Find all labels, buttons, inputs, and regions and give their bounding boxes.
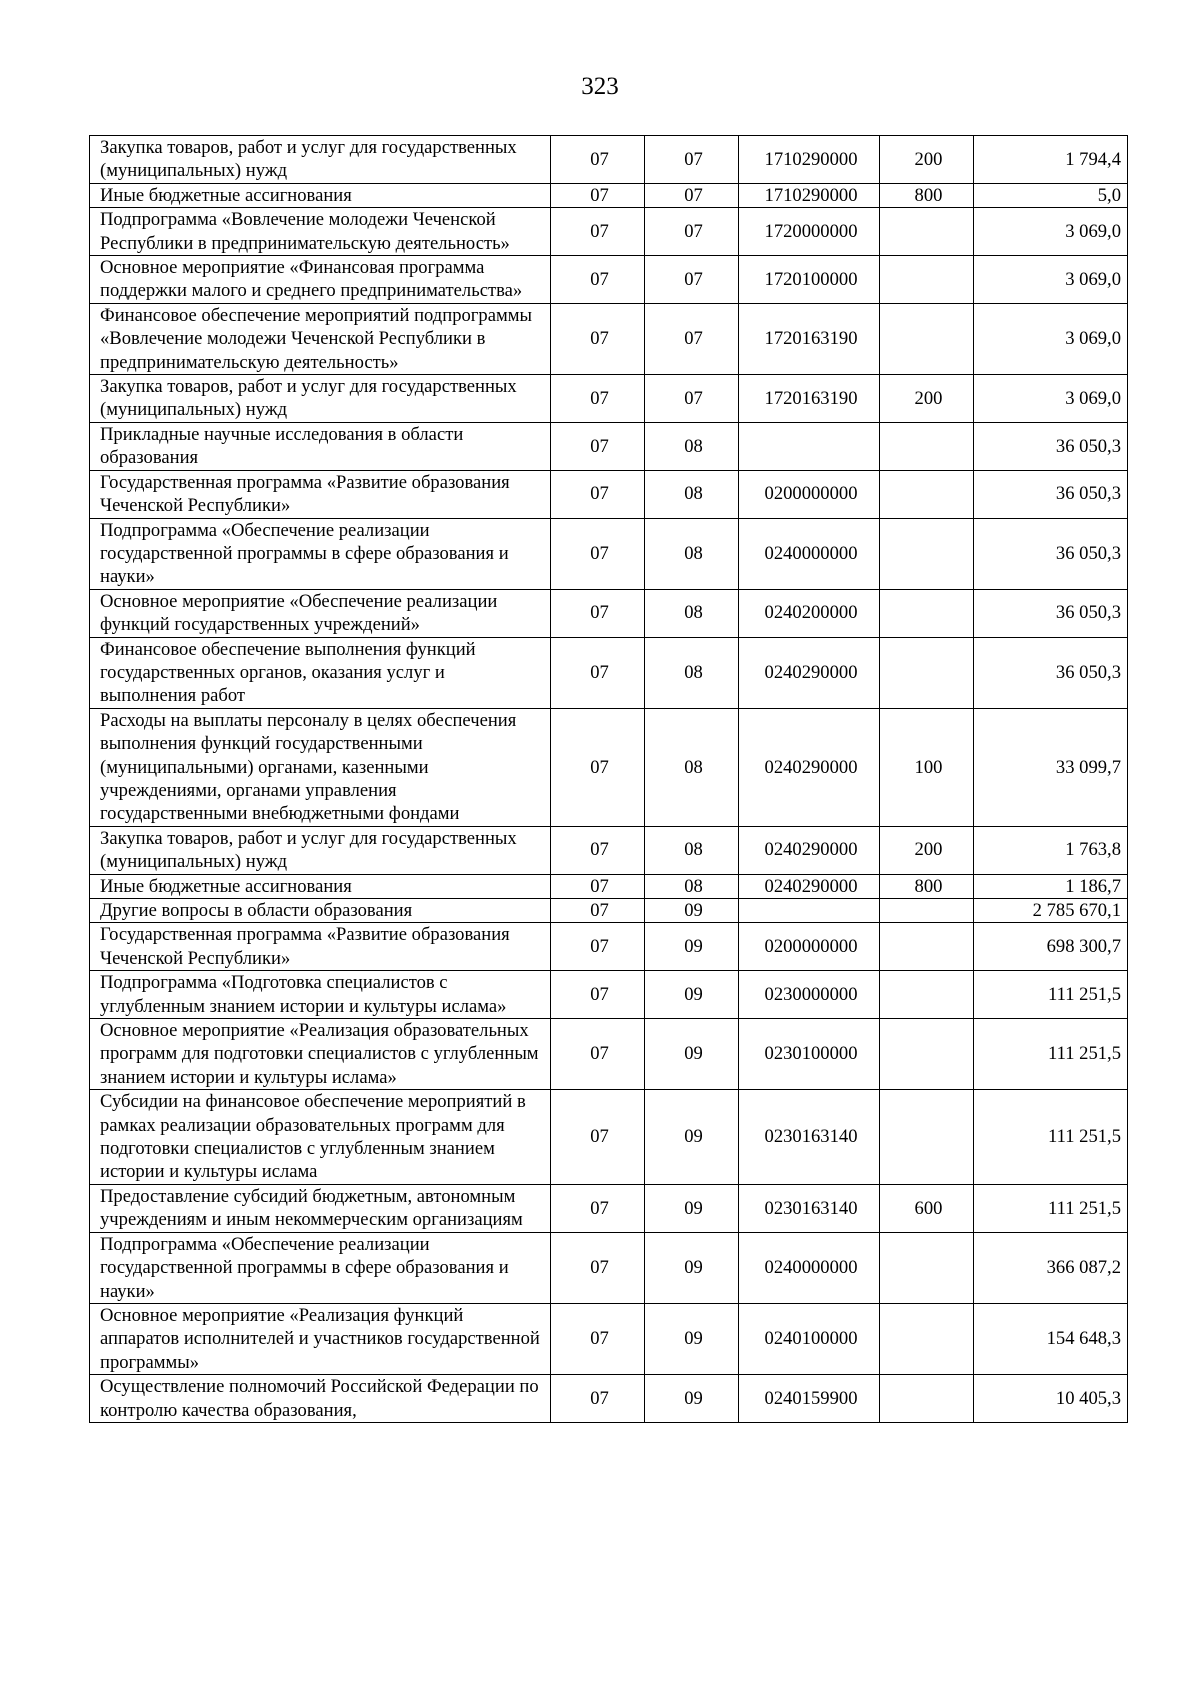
amount: 1 794,4 xyxy=(974,136,1128,184)
amount: 33 099,7 xyxy=(974,708,1128,826)
row-name: Иные бюджетные ассигнования xyxy=(90,874,551,898)
subsection-code: 08 xyxy=(645,874,739,898)
amount: 3 069,0 xyxy=(974,208,1128,256)
expense-type-code xyxy=(880,589,974,637)
table-row xyxy=(90,208,1128,256)
section-code: 07 xyxy=(551,708,645,826)
amount: 36 050,3 xyxy=(974,589,1128,637)
subsection-code: 08 xyxy=(645,518,739,589)
amount: 3 069,0 xyxy=(974,303,1128,374)
table-row xyxy=(90,899,1128,923)
expense-type-code xyxy=(880,1019,974,1090)
section-code: 07 xyxy=(551,874,645,898)
row-name: Субсидии на финансовое обеспечение мероприятий в рамках реализации образовательных программ для подготовки специалистов с углубленным знанием истории и культуры ислама xyxy=(90,1090,551,1185)
subsection-code: 09 xyxy=(645,1019,739,1090)
row-name: Основное мероприятие «Реализация функций аппаратов исполнителей и участников государственной программы» xyxy=(90,1303,551,1374)
expense-type-code: 800 xyxy=(880,874,974,898)
subsection-code: 09 xyxy=(645,1303,739,1374)
subsection-code: 09 xyxy=(645,899,739,923)
expense-type-code xyxy=(880,470,974,518)
expense-type-code xyxy=(880,1090,974,1185)
row-name: Государственная программа «Развитие образования Чеченской Республики» xyxy=(90,470,551,518)
row-name: Основное мероприятие «Обеспечение реализации функций государственных учреждений» xyxy=(90,589,551,637)
target-item-code: 0240290000 xyxy=(739,708,880,826)
table-row xyxy=(90,826,1128,874)
expense-type-code: 200 xyxy=(880,375,974,423)
row-name: Подпрограмма «Вовлечение молодежи Чеченской Республики в предпринимательскую деятельность» xyxy=(90,208,551,256)
target-item-code xyxy=(739,422,880,470)
row-name: Основное мероприятие «Реализация образовательных программ для подготовки специалистов с углубленным знанием истории и культуры ислама» xyxy=(90,1019,551,1090)
expense-type-code xyxy=(880,899,974,923)
row-name: Осуществление полномочий Российской Федерации по контролю качества образования, xyxy=(90,1375,551,1423)
table-row xyxy=(90,708,1128,826)
section-code: 07 xyxy=(551,899,645,923)
target-item-code: 1720163190 xyxy=(739,375,880,423)
expense-type-code: 600 xyxy=(880,1184,974,1232)
amount: 36 050,3 xyxy=(974,422,1128,470)
subsection-code: 07 xyxy=(645,375,739,423)
expense-type-code: 100 xyxy=(880,708,974,826)
table-row xyxy=(90,422,1128,470)
target-item-code: 1720000000 xyxy=(739,208,880,256)
expense-type-code: 200 xyxy=(880,826,974,874)
amount: 111 251,5 xyxy=(974,971,1128,1019)
section-code: 07 xyxy=(551,1232,645,1303)
target-item-code: 0230100000 xyxy=(739,1019,880,1090)
subsection-code: 07 xyxy=(645,136,739,184)
target-item-code: 0230163140 xyxy=(739,1184,880,1232)
expense-type-code xyxy=(880,1232,974,1303)
row-name: Финансовое обеспечение выполнения функций государственных органов, оказания услуг и выполнения работ xyxy=(90,637,551,708)
amount: 698 300,7 xyxy=(974,923,1128,971)
table-row xyxy=(90,470,1128,518)
subsection-code: 09 xyxy=(645,1232,739,1303)
expense-type-code xyxy=(880,1375,974,1423)
expense-type-code xyxy=(880,971,974,1019)
target-item-code: 0240290000 xyxy=(739,637,880,708)
expense-type-code xyxy=(880,518,974,589)
amount: 36 050,3 xyxy=(974,470,1128,518)
table-row xyxy=(90,637,1128,708)
row-name: Закупка товаров, работ и услуг для государственных (муниципальных) нужд xyxy=(90,826,551,874)
table-row xyxy=(90,183,1128,207)
row-name: Предоставление субсидий бюджетным, автономным учреждениям и иным некоммерческим организациям xyxy=(90,1184,551,1232)
section-code: 07 xyxy=(551,826,645,874)
target-item-code: 1710290000 xyxy=(739,136,880,184)
table-row xyxy=(90,1019,1128,1090)
target-item-code: 0240100000 xyxy=(739,1303,880,1374)
amount: 111 251,5 xyxy=(974,1019,1128,1090)
expense-type-code xyxy=(880,1303,974,1374)
expense-type-code xyxy=(880,303,974,374)
amount: 3 069,0 xyxy=(974,256,1128,304)
expense-type-code: 200 xyxy=(880,136,974,184)
row-name: Иные бюджетные ассигнования xyxy=(90,183,551,207)
row-name: Государственная программа «Развитие образования Чеченской Республики» xyxy=(90,923,551,971)
table-row xyxy=(90,589,1128,637)
page-number: 323 xyxy=(581,73,619,100)
table-row xyxy=(90,923,1128,971)
row-name: Закупка товаров, работ и услуг для государственных (муниципальных) нужд xyxy=(90,375,551,423)
target-item-code xyxy=(739,899,880,923)
section-code: 07 xyxy=(551,470,645,518)
subsection-code: 09 xyxy=(645,1375,739,1423)
section-code: 07 xyxy=(551,518,645,589)
expense-type-code: 800 xyxy=(880,183,974,207)
table-row xyxy=(90,971,1128,1019)
row-name: Закупка товаров, работ и услуг для государственных (муниципальных) нужд xyxy=(90,136,551,184)
target-item-code: 0240290000 xyxy=(739,826,880,874)
budget-table xyxy=(89,135,1128,1423)
section-code: 07 xyxy=(551,256,645,304)
section-code: 07 xyxy=(551,136,645,184)
target-item-code: 0230000000 xyxy=(739,971,880,1019)
amount: 1 186,7 xyxy=(974,874,1128,898)
section-code: 07 xyxy=(551,183,645,207)
target-item-code: 0240000000 xyxy=(739,1232,880,1303)
expense-type-code xyxy=(880,923,974,971)
target-item-code: 0200000000 xyxy=(739,470,880,518)
row-name: Финансовое обеспечение мероприятий подпрограммы «Вовлечение молодежи Чеченской Республики в предпринимательскую деятельность» xyxy=(90,303,551,374)
row-name: Основное мероприятие «Финансовая программа поддержки малого и среднего предпринимательства» xyxy=(90,256,551,304)
table-row xyxy=(90,874,1128,898)
table-row xyxy=(90,1303,1128,1374)
amount: 36 050,3 xyxy=(974,518,1128,589)
amount: 3 069,0 xyxy=(974,375,1128,423)
amount: 2 785 670,1 xyxy=(974,899,1128,923)
table-row xyxy=(90,136,1128,184)
amount: 111 251,5 xyxy=(974,1184,1128,1232)
section-code: 07 xyxy=(551,589,645,637)
section-code: 07 xyxy=(551,1303,645,1374)
row-name: Подпрограмма «Обеспечение реализации государственной программы в сфере образования и науки» xyxy=(90,518,551,589)
amount: 10 405,3 xyxy=(974,1375,1128,1423)
table-row xyxy=(90,1232,1128,1303)
subsection-code: 08 xyxy=(645,708,739,826)
section-code: 07 xyxy=(551,637,645,708)
subsection-code: 09 xyxy=(645,971,739,1019)
subsection-code: 07 xyxy=(645,303,739,374)
amount: 36 050,3 xyxy=(974,637,1128,708)
amount: 5,0 xyxy=(974,183,1128,207)
table-row xyxy=(90,256,1128,304)
table-row xyxy=(90,375,1128,423)
section-code: 07 xyxy=(551,971,645,1019)
amount: 1 763,8 xyxy=(974,826,1128,874)
subsection-code: 08 xyxy=(645,422,739,470)
table-row xyxy=(90,1375,1128,1423)
subsection-code: 09 xyxy=(645,1184,739,1232)
table-row xyxy=(90,518,1128,589)
subsection-code: 08 xyxy=(645,470,739,518)
subsection-code: 07 xyxy=(645,208,739,256)
section-code: 07 xyxy=(551,1019,645,1090)
target-item-code: 0240290000 xyxy=(739,874,880,898)
subsection-code: 09 xyxy=(645,923,739,971)
subsection-code: 08 xyxy=(645,826,739,874)
amount: 154 648,3 xyxy=(974,1303,1128,1374)
section-code: 07 xyxy=(551,303,645,374)
subsection-code: 08 xyxy=(645,637,739,708)
subsection-code: 07 xyxy=(645,256,739,304)
subsection-code: 07 xyxy=(645,183,739,207)
subsection-code: 09 xyxy=(645,1090,739,1185)
table-row xyxy=(90,303,1128,374)
target-item-code: 1720163190 xyxy=(739,303,880,374)
expense-type-code xyxy=(880,256,974,304)
amount: 366 087,2 xyxy=(974,1232,1128,1303)
target-item-code: 0240000000 xyxy=(739,518,880,589)
expense-type-code xyxy=(880,208,974,256)
section-code: 07 xyxy=(551,375,645,423)
expense-type-code xyxy=(880,637,974,708)
target-item-code: 1710290000 xyxy=(739,183,880,207)
row-name: Подпрограмма «Обеспечение реализации государственной программы в сфере образования и науки» xyxy=(90,1232,551,1303)
section-code: 07 xyxy=(551,422,645,470)
target-item-code: 1720100000 xyxy=(739,256,880,304)
row-name: Расходы на выплаты персоналу в целях обеспечения выполнения функций государственными (муниципальными) органами, казенными учреждениями, органами управления государственными внебюджетными фондами xyxy=(90,708,551,826)
target-item-code: 0230163140 xyxy=(739,1090,880,1185)
target-item-code: 0240159900 xyxy=(739,1375,880,1423)
section-code: 07 xyxy=(551,923,645,971)
section-code: 07 xyxy=(551,1375,645,1423)
table-row xyxy=(90,1184,1128,1232)
subsection-code: 08 xyxy=(645,589,739,637)
row-name: Подпрограмма «Подготовка специалистов с углубленным знанием истории и культуры ислама» xyxy=(90,971,551,1019)
section-code: 07 xyxy=(551,208,645,256)
target-item-code: 0240200000 xyxy=(739,589,880,637)
expense-type-code xyxy=(880,422,974,470)
amount: 111 251,5 xyxy=(974,1090,1128,1185)
budget-table-body xyxy=(90,136,1128,1423)
section-code: 07 xyxy=(551,1090,645,1185)
target-item-code: 0200000000 xyxy=(739,923,880,971)
table-row xyxy=(90,1090,1128,1185)
row-name: Другие вопросы в области образования xyxy=(90,899,551,923)
row-name: Прикладные научные исследования в области образования xyxy=(90,422,551,470)
section-code: 07 xyxy=(551,1184,645,1232)
